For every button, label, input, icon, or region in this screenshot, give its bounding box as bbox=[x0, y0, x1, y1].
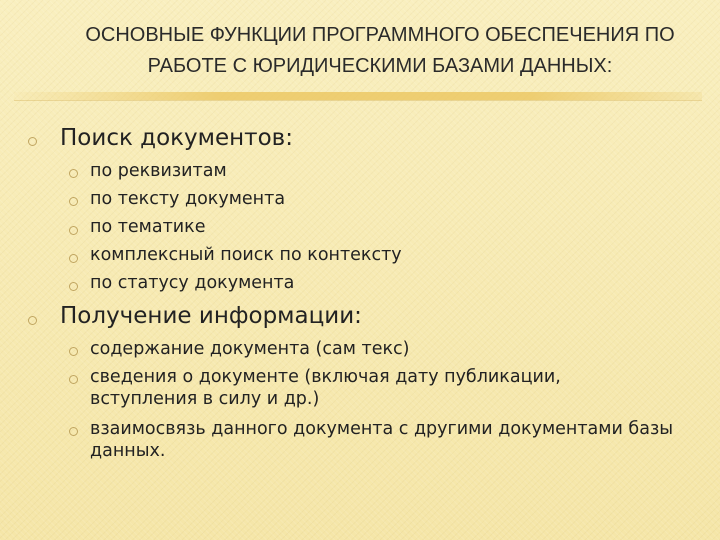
section-heading: Получение информации: bbox=[60, 303, 362, 329]
bullet-circle-icon bbox=[69, 427, 78, 436]
bullet-circle-icon bbox=[28, 137, 37, 146]
bullet-circle-icon bbox=[69, 169, 78, 178]
list-item: по тексту документа bbox=[90, 189, 286, 209]
bullet-circle-icon bbox=[69, 347, 78, 356]
bullet-circle-icon bbox=[69, 226, 78, 235]
title-line-2: РАБОТЕ С ЮРИДИЧЕСКИМИ БАЗАМИ ДАННЫХ: bbox=[147, 55, 613, 77]
list-item: взаимосвязь данного документа с другими документами базы данных. bbox=[90, 419, 674, 461]
bullet-circle-icon bbox=[69, 375, 78, 384]
bullet-circle-icon bbox=[28, 316, 37, 325]
bullet-circle-icon bbox=[69, 254, 78, 263]
list-item: сведения о документе (включая дату публикации, вступления в силу и др.) bbox=[90, 367, 561, 409]
section-heading: Поиск документов: bbox=[60, 125, 293, 151]
bullet-circle-icon bbox=[69, 197, 78, 206]
list-item: по реквизитам bbox=[90, 161, 227, 181]
list-item: по тематике bbox=[90, 217, 206, 237]
list-item: содержание документа (сам текс) bbox=[90, 339, 410, 359]
bullet-circle-icon bbox=[69, 282, 78, 291]
list-item: по статусу документа bbox=[90, 273, 295, 293]
list-item: комплексный поиск по контексту bbox=[90, 245, 402, 265]
title-line-1: ОСНОВНЫЕ ФУНКЦИИ ПРОГРАММНОГО ОБЕСПЕЧЕНИЯ ПО bbox=[85, 24, 675, 46]
